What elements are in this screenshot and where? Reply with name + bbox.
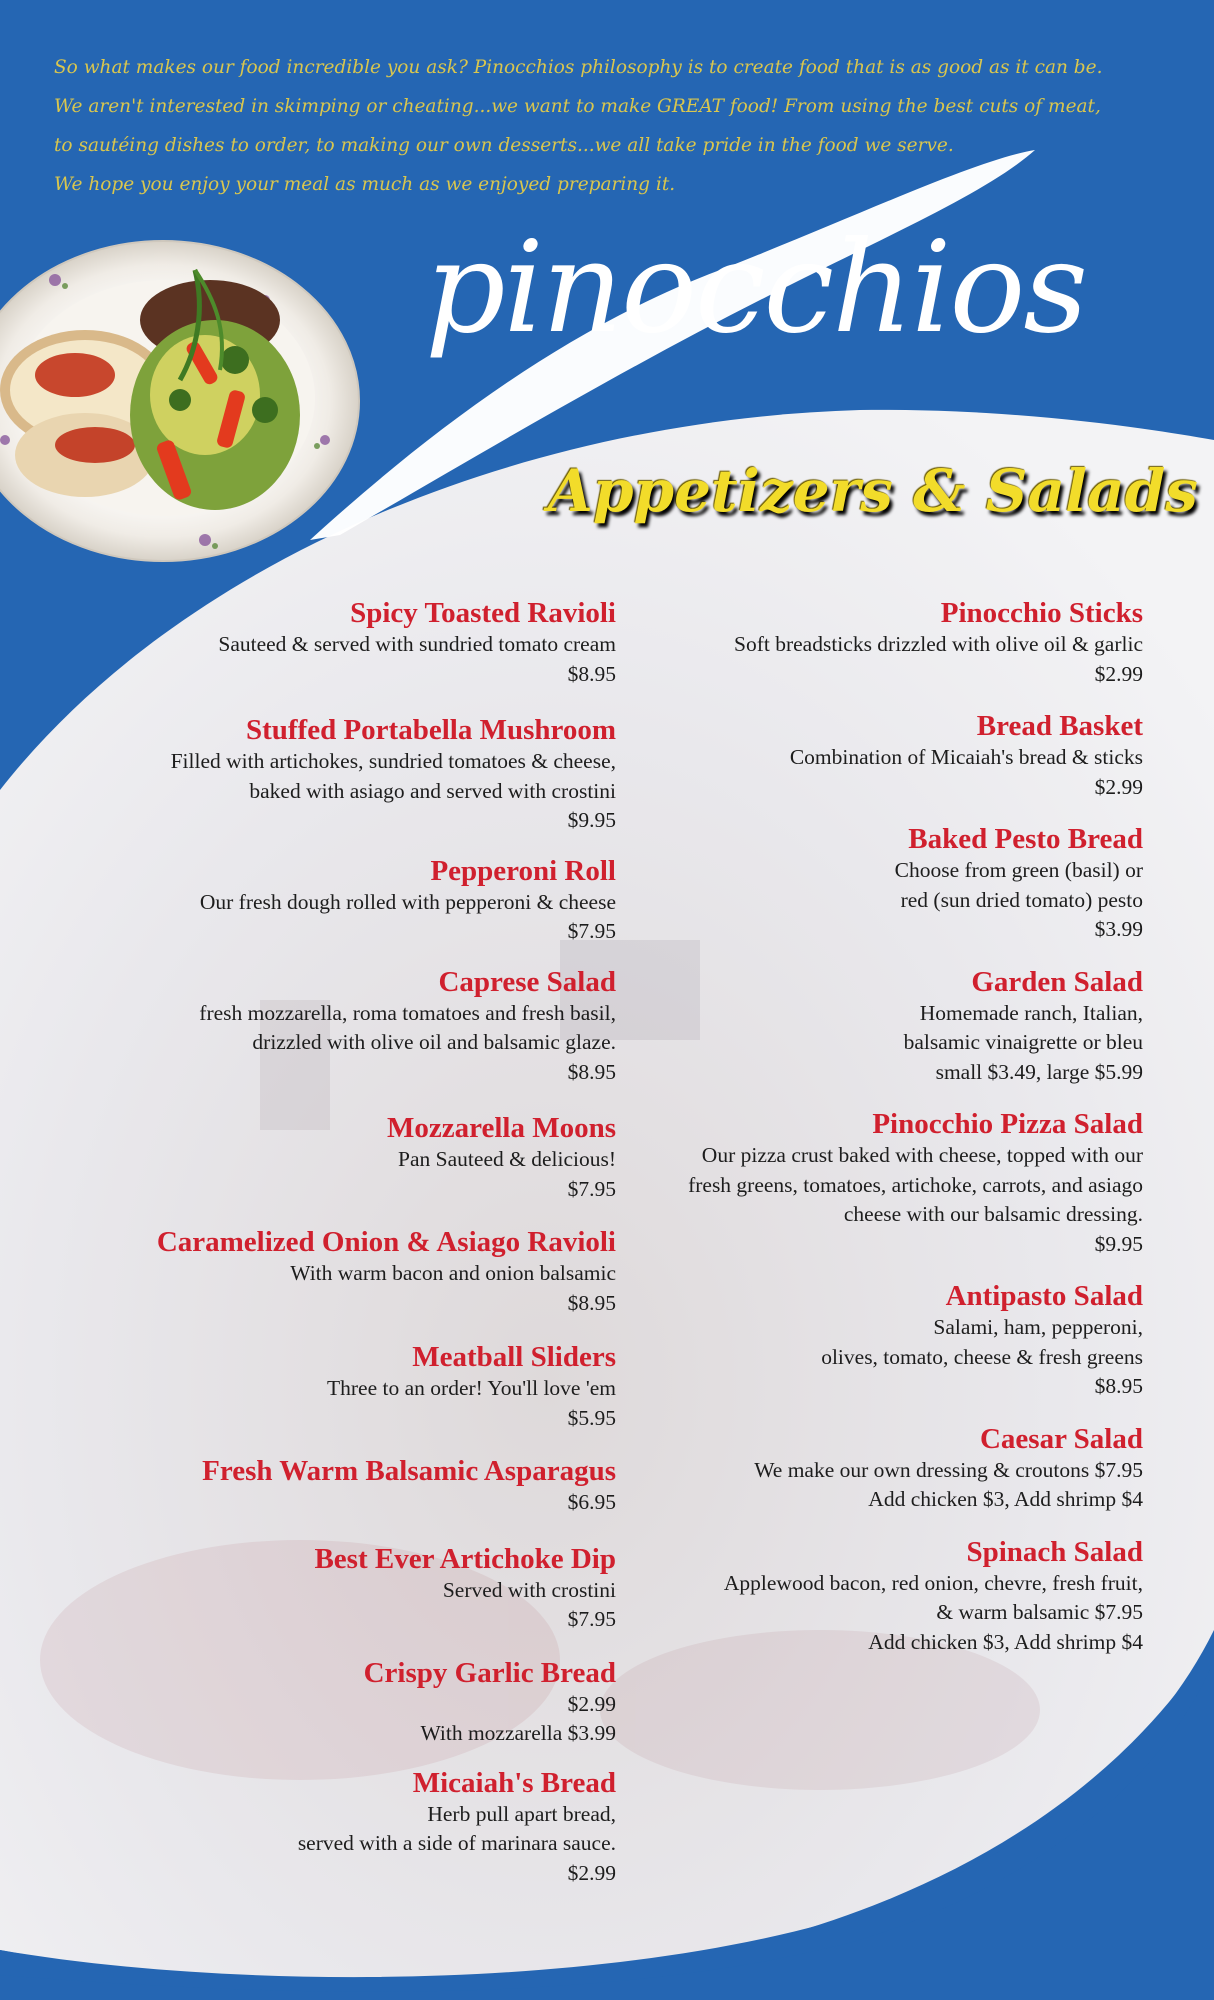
item-description: olives, tomato, cheese & fresh greens: [821, 1344, 1143, 1369]
item-description: red (sun dried tomato) pesto: [900, 887, 1143, 912]
item-price: $2.99: [1094, 661, 1143, 686]
menu-item: [16, 1225, 616, 1318]
item-description: fresh greens, tomatoes, artichoke, carrots, and asiago: [688, 1172, 1143, 1197]
item-name: Garden Salad: [971, 965, 1143, 998]
item-name: Antipasto Salad: [945, 1280, 1143, 1312]
item-name: Spinach Salad: [966, 1535, 1143, 1568]
menu-item: [583, 709, 1143, 802]
item-price: $7.95: [567, 1607, 616, 1631]
intro-line: So what makes our food incredible you ask? Pinocchios philosophy is to create food that is as good as it can be.: [54, 57, 1103, 78]
menu-item: [16, 713, 616, 836]
item-price: $8.95: [567, 1059, 616, 1084]
menu-item: [16, 1766, 616, 1889]
item-price: With mozzarella $3.99: [420, 1721, 616, 1745]
item-description: fresh mozzarella, roma tomatoes and fresh basil,: [199, 1000, 616, 1025]
item-description: Herb pull apart bread,: [427, 1801, 616, 1826]
item-name: Pinocchio Pizza Salad: [872, 1108, 1143, 1140]
menu-item: [16, 1656, 616, 1749]
menu-item: [16, 854, 616, 947]
item-price: $6.95: [567, 1490, 616, 1514]
item-price: $2.99: [567, 1691, 616, 1716]
item-name: Baked Pesto Bread: [908, 823, 1143, 855]
intro-line: We aren't interested in skimping or cheating...we want to make GREAT food! From using the best cuts of meat,: [54, 96, 1101, 117]
menu-item: [16, 1542, 616, 1635]
item-name: Caesar Salad: [979, 1422, 1143, 1455]
restaurant-logo: pinocchios: [425, 214, 1087, 361]
item-price: small $3.49, large $5.99: [935, 1059, 1143, 1084]
item-price: $3.99: [1094, 917, 1143, 941]
menu-item: [16, 965, 616, 1088]
menu-item: [583, 596, 1143, 689]
item-price: $5.95: [567, 1405, 616, 1430]
menu-item: [16, 1111, 616, 1204]
intro-line: to sautéing dishes to order, to making our own desserts...we all take pride in the food we serve.: [54, 135, 954, 156]
item-name: Micaiah's Bread: [412, 1766, 616, 1799]
item-price: $9.95: [567, 808, 616, 832]
item-name: Mozzarella Moons: [387, 1112, 616, 1144]
item-description: Add chicken $3, Add shrimp $4: [868, 1629, 1143, 1654]
item-name: Stuffed Portabella Mushroom: [245, 714, 616, 746]
item-name: Crispy Garlic Bread: [363, 1656, 616, 1689]
item-name: Bread Basket: [976, 710, 1143, 742]
menu-item: [583, 1535, 1143, 1658]
menu-item: [16, 1454, 616, 1518]
item-description: Served with crostini: [442, 1577, 616, 1602]
item-name: Spicy Toasted Ravioli: [350, 597, 616, 629]
item-description: drizzled with olive oil and balsamic glaze.: [252, 1030, 616, 1054]
intro-line: We hope you enjoy your meal as much as we enjoyed preparing it.: [54, 174, 676, 195]
menu-item: [16, 596, 616, 689]
menu-column-right: [583, 596, 1143, 1657]
item-description: Soft breadsticks drizzled with olive oil & garlic: [734, 632, 1143, 656]
menu-item: [583, 822, 1143, 945]
item-name: Best Ever Artichoke Dip: [314, 1542, 616, 1575]
item-description: cheese with our balsamic dressing.: [843, 1202, 1143, 1226]
item-price: $8.95: [567, 661, 616, 686]
menu-item: [583, 1107, 1143, 1259]
item-description: Add chicken $3, Add shrimp $4: [868, 1487, 1143, 1511]
item-price: $2.99: [567, 1860, 616, 1885]
item-description: balsamic vinaigrette or bleu: [903, 1030, 1143, 1054]
item-price: $2.99: [1094, 774, 1143, 799]
item-description: Filled with artichokes, sundried tomatoes & cheese,: [170, 749, 616, 773]
item-name: Meatball Sliders: [412, 1341, 616, 1373]
item-description: Choose from green (basil) or: [894, 858, 1143, 882]
item-description: We make our own dressing & croutons $7.95: [754, 1457, 1143, 1482]
item-description: Salami, ham, pepperoni,: [933, 1315, 1143, 1339]
menu-item: [583, 1279, 1143, 1402]
item-description: Three to an order! You'll love 'em: [327, 1376, 616, 1400]
menu-item: [16, 1340, 616, 1433]
item-description: Combination of Micaiah's bread & sticks: [789, 745, 1143, 769]
item-price: $8.95: [567, 1290, 616, 1315]
item-description: baked with asiago and served with crostini: [249, 778, 616, 803]
menu-item: [583, 1422, 1143, 1515]
item-description: Sauteed & served with sundried tomato cream: [218, 632, 616, 656]
item-description: Our pizza crust baked with cheese, topped with our: [701, 1143, 1143, 1167]
item-price: $8.95: [1094, 1374, 1143, 1398]
intro-paragraph: [54, 48, 1154, 204]
item-description: Applewood bacon, red onion, chevre, fresh fruit,: [723, 1570, 1143, 1595]
menu-column-left: [16, 596, 616, 1888]
item-price: $7.95: [567, 919, 616, 943]
section-title: Appetizers & Salads: [548, 457, 1198, 525]
item-price: $9.95: [1094, 1231, 1143, 1256]
item-name: Pinocchio Sticks: [940, 597, 1143, 629]
item-name: Caramelized Onion & Asiago Ravioli: [156, 1226, 616, 1258]
menu-item: [583, 965, 1143, 1088]
item-description: With warm bacon and onion balsamic: [290, 1261, 616, 1285]
item-description: Pan Sauteed & delicious!: [398, 1147, 616, 1171]
item-name: Fresh Warm Balsamic Asparagus: [202, 1455, 616, 1487]
item-price: $7.95: [567, 1176, 616, 1201]
item-description: served with a side of marinara sauce.: [297, 1831, 616, 1855]
item-description: Homemade ranch, Italian,: [919, 1000, 1143, 1025]
item-name: Caprese Salad: [438, 965, 616, 998]
item-description: Our fresh dough rolled with pepperoni & cheese: [199, 889, 616, 914]
food-plate-image: [0, 240, 361, 562]
item-description: & warm balsamic $7.95: [936, 1600, 1143, 1624]
item-name: Pepperoni Roll: [430, 854, 616, 887]
